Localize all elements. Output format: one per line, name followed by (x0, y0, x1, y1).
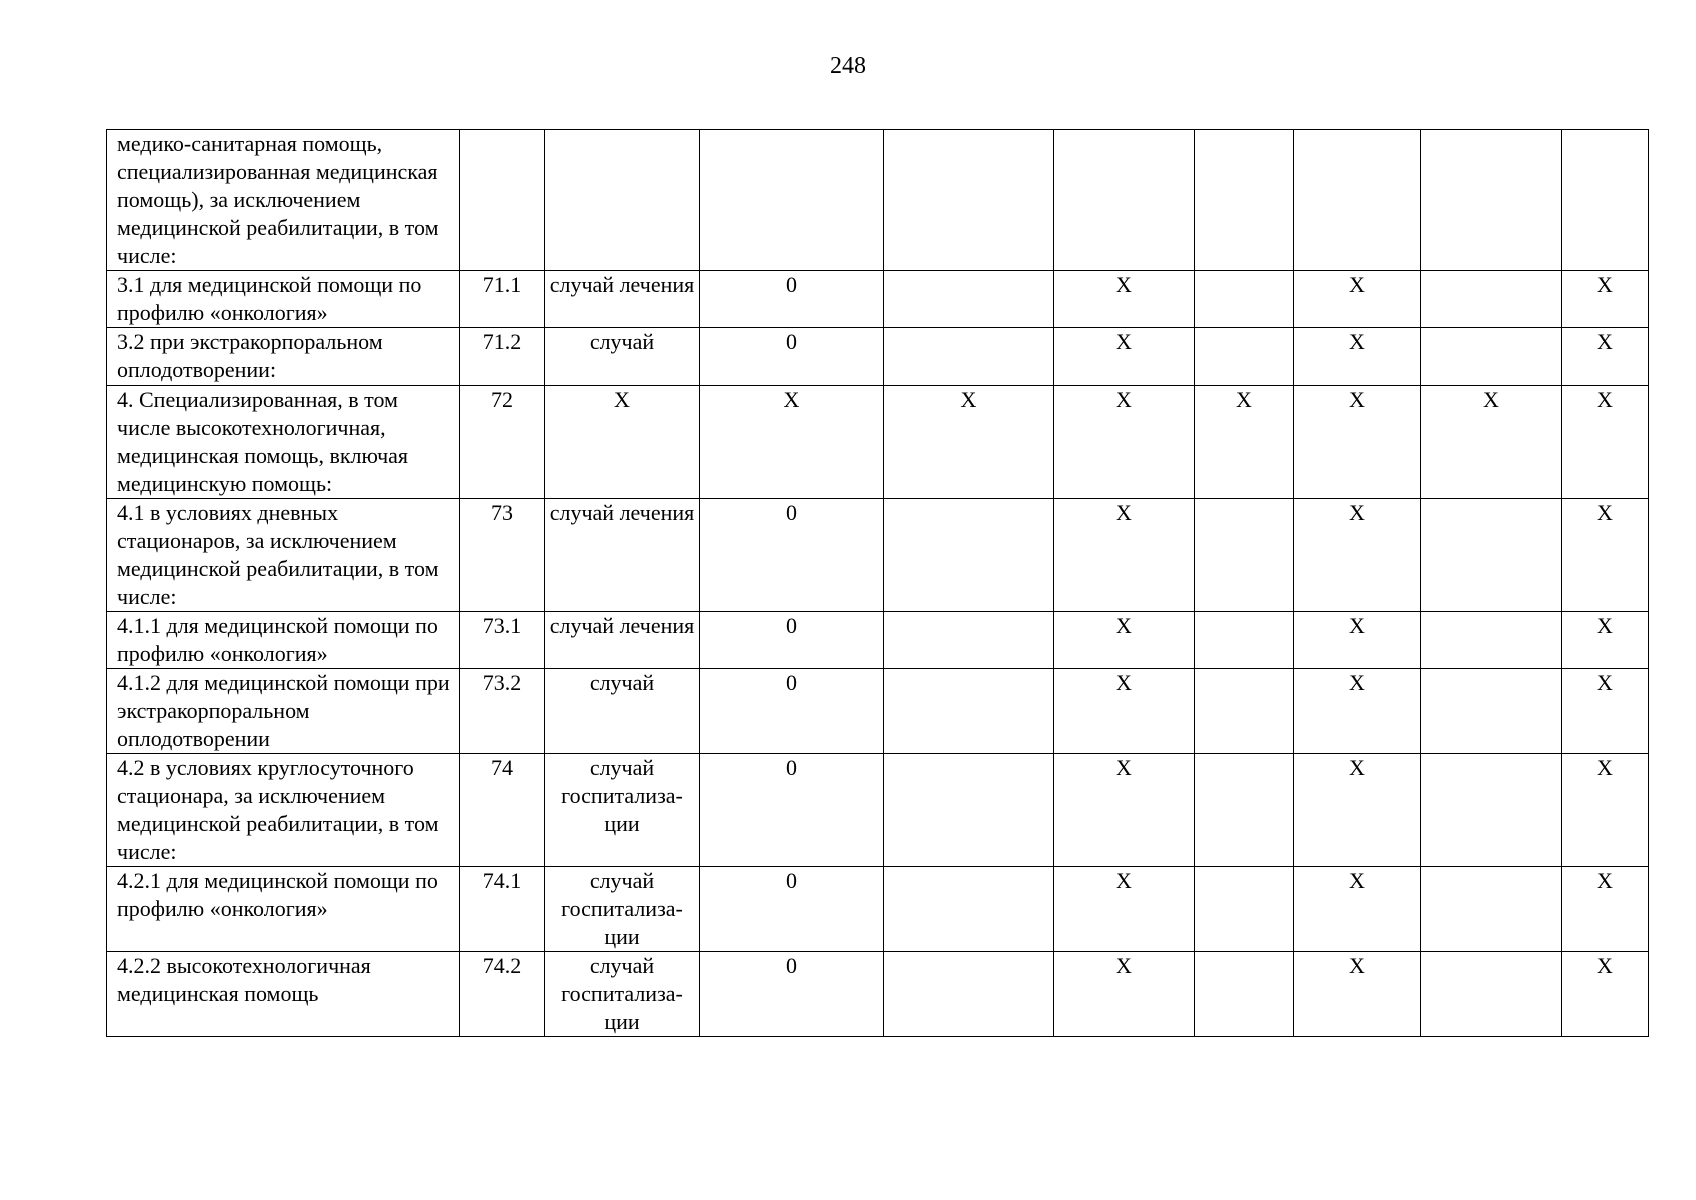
table-row (107, 130, 1649, 271)
table-cell: 0 (700, 612, 884, 669)
table-cell: X (1562, 867, 1649, 952)
table-cell (1195, 328, 1294, 386)
table-cell: X (1562, 328, 1649, 386)
table-cell (884, 754, 1054, 867)
row-code: 71.1 (460, 271, 545, 328)
row-label: 4.1.2 для медицинской помощи при экстракорпоральном оплодотворении (107, 669, 460, 754)
table-cell: X (1294, 754, 1421, 867)
table-cell (1562, 130, 1649, 271)
row-unit: случай госпитализа-ции (545, 867, 700, 952)
row-label: 4.2.2 высокотехнологичная медицинская помощь (107, 952, 460, 1037)
table-cell (1421, 952, 1562, 1037)
table-cell: X (1562, 754, 1649, 867)
table-row (107, 612, 1649, 669)
table-cell: 0 (700, 271, 884, 328)
row-label: медико-санитарная помощь, специализированная медицинская помощь), за исключением медицинской реабилитации, в том числе: (107, 130, 460, 271)
table-cell (884, 669, 1054, 754)
table-cell: X (1294, 499, 1421, 612)
row-code: 74.2 (460, 952, 545, 1037)
table-cell: X (1054, 328, 1195, 386)
table-cell (1421, 754, 1562, 867)
table-row (107, 271, 1649, 328)
row-code: 74 (460, 754, 545, 867)
table-cell (1195, 612, 1294, 669)
row-unit: X (545, 386, 700, 499)
table-cell: 0 (700, 499, 884, 612)
table-cell: X (700, 386, 884, 499)
table-cell (884, 499, 1054, 612)
table-cell (1195, 669, 1294, 754)
table-cell: X (1054, 669, 1195, 754)
table-cell (1054, 130, 1195, 271)
table-cell: X (1294, 867, 1421, 952)
row-code: 73.2 (460, 669, 545, 754)
table-cell (1195, 499, 1294, 612)
table-cell: X (1294, 952, 1421, 1037)
table-cell: X (1054, 867, 1195, 952)
table-cell (700, 130, 884, 271)
table-row (107, 952, 1649, 1037)
row-unit: случай (545, 328, 700, 386)
table-cell: X (1294, 669, 1421, 754)
table-cell: 0 (700, 328, 884, 386)
row-code: 73 (460, 499, 545, 612)
page-number: 248 (830, 53, 866, 79)
table-row (107, 669, 1649, 754)
table-cell: X (1054, 386, 1195, 499)
table-cell: X (1562, 271, 1649, 328)
row-unit: случай (545, 669, 700, 754)
table-cell (1421, 328, 1562, 386)
table-cell: X (1562, 669, 1649, 754)
table-cell: X (1562, 386, 1649, 499)
row-label: 3.1 для медицинской помощи по профилю «онкология» (107, 271, 460, 328)
table-cell: 0 (700, 952, 884, 1037)
table-cell (884, 328, 1054, 386)
table-cell: X (1054, 271, 1195, 328)
row-code: 72 (460, 386, 545, 499)
table-row (107, 386, 1649, 499)
row-unit: случай госпитализа-ции (545, 952, 700, 1037)
table-cell (1421, 669, 1562, 754)
table-cell: X (1562, 952, 1649, 1037)
table-cell: X (1294, 271, 1421, 328)
table-cell: X (1054, 754, 1195, 867)
table-cell: X (1562, 499, 1649, 612)
table-cell: X (1054, 499, 1195, 612)
row-unit: случай лечения (545, 612, 700, 669)
table-cell: X (1294, 612, 1421, 669)
row-code (460, 130, 545, 271)
row-code: 74.1 (460, 867, 545, 952)
table-cell: 0 (700, 669, 884, 754)
table-cell: X (1562, 612, 1649, 669)
row-label: 4.1.1 для медицинской помощи по профилю «онкология» (107, 612, 460, 669)
table-cell (1195, 271, 1294, 328)
table-cell (1294, 130, 1421, 271)
table-cell: X (1054, 612, 1195, 669)
table-body (107, 130, 1649, 1037)
table-cell (1195, 952, 1294, 1037)
table-cell (884, 867, 1054, 952)
row-unit: случай госпитализа-ции (545, 754, 700, 867)
row-label: 4.2.1 для медицинской помощи по профилю «онкология» (107, 867, 460, 952)
table-cell: 0 (700, 754, 884, 867)
row-label: 4.2 в условиях круглосуточного стационара, за исключением медицинской реабилитации, в том числе: (107, 754, 460, 867)
data-table (106, 129, 1649, 1037)
row-unit: случай лечения (545, 271, 700, 328)
table-cell (1421, 130, 1562, 271)
table-cell (884, 271, 1054, 328)
table-cell (1195, 867, 1294, 952)
table-row (107, 754, 1649, 867)
table-cell (1195, 754, 1294, 867)
row-unit (545, 130, 700, 271)
table-row (107, 867, 1649, 952)
row-code: 71.2 (460, 328, 545, 386)
table-cell (884, 130, 1054, 271)
table-cell (1195, 130, 1294, 271)
table-cell: X (1195, 386, 1294, 499)
table-cell: X (1294, 386, 1421, 499)
table-cell (884, 952, 1054, 1037)
table-cell (884, 612, 1054, 669)
table-row (107, 499, 1649, 612)
row-label: 3.2 при экстракорпоральном оплодотворении: (107, 328, 460, 386)
table-cell: X (1421, 386, 1562, 499)
table-cell (1421, 271, 1562, 328)
row-label: 4. Специализированная, в том числе высокотехнологичная, медицинская помощь, включая медицинскую помощь: (107, 386, 460, 499)
table-cell (1421, 499, 1562, 612)
table-cell: X (1294, 328, 1421, 386)
table-cell: X (1054, 952, 1195, 1037)
row-label: 4.1 в условиях дневных стационаров, за исключением медицинской реабилитации, в том числе: (107, 499, 460, 612)
table-cell (1421, 867, 1562, 952)
row-unit: случай лечения (545, 499, 700, 612)
row-code: 73.1 (460, 612, 545, 669)
table-row (107, 328, 1649, 386)
table-cell: 0 (700, 867, 884, 952)
table-cell (1421, 612, 1562, 669)
table-cell: X (884, 386, 1054, 499)
